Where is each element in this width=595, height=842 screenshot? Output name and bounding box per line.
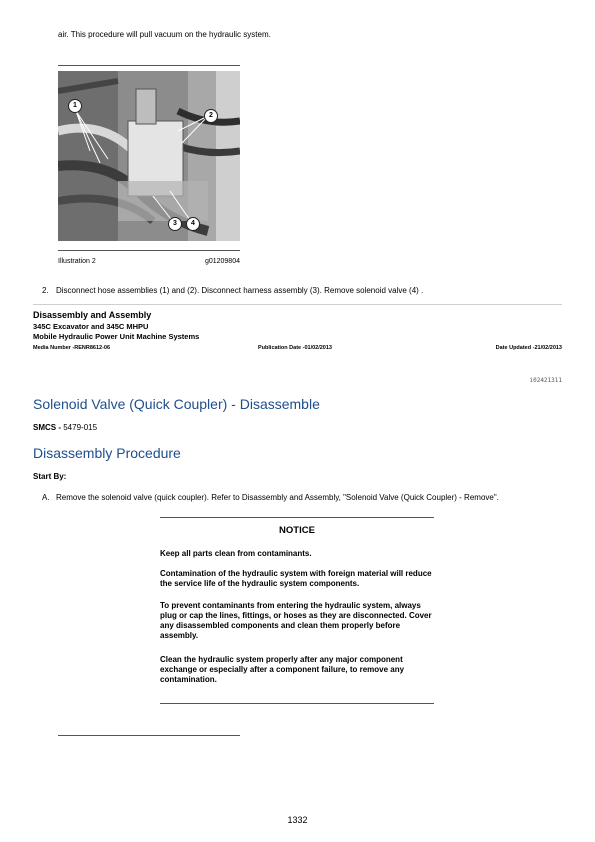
notice-top-rule	[160, 517, 434, 518]
callout-3: 3	[168, 217, 182, 231]
smcs-code: 5479-015	[63, 423, 98, 432]
document-id: i02421311	[529, 377, 562, 384]
model-line: 345C Excavator and 345C MHPU	[33, 322, 149, 331]
figure-top-rule	[58, 65, 240, 66]
notice-bottom-rule	[160, 703, 434, 704]
illustration-caption: Illustration 2	[58, 258, 96, 265]
page-number: 1332	[287, 815, 308, 825]
notice-paragraph-1: Keep all parts clean from contaminants.	[160, 549, 312, 558]
smcs-line	[33, 423, 97, 432]
notice-paragraph-2: Contamination of the hydraulic system with foreign material will reduce the service life of the hydraulic system components.	[160, 569, 432, 588]
notice-title: NOTICE	[279, 525, 315, 536]
callout-2: 2	[204, 109, 218, 123]
illustration-graphic-id: g01209804	[204, 258, 240, 265]
date-updated: Date Updated -21/02/2013	[495, 345, 562, 351]
notice-paragraph-3: To prevent contaminants from entering the hydraulic system, always plug or cap the lines, fittings, or hoses as they are disconnected. Cover any disassembled components and clean them properly before assembly.	[160, 601, 432, 640]
illustration-image	[58, 71, 240, 241]
publication-date: Publication Date -01/02/2013	[258, 345, 332, 351]
procedure-heading: Disassembly Procedure	[33, 445, 181, 461]
section-title: Disassembly and Assembly	[33, 310, 152, 320]
media-number: Media Number -RENR8612-06	[33, 345, 111, 351]
step-2-text: Disconnect hose assemblies (1) and (2). Disconnect harness assembly (3). Remove solenoid valve (4) .	[56, 286, 424, 295]
notice-paragraph-4: Clean the hydraulic system properly after any major component exchange or especially after a component failure, to remove any contamination.	[160, 655, 405, 684]
bottom-figure-rule	[58, 735, 240, 736]
start-by-step-text: Remove the solenoid valve (quick coupler). Refer to Disassembly and Assembly, "Solenoid Valve (Quick Coupler) - Remove".	[56, 493, 499, 502]
figure-bottom-rule	[58, 250, 240, 251]
system-line: Mobile Hydraulic Power Unit Machine Systems	[33, 332, 200, 341]
start-by-label: Start By:	[33, 472, 67, 481]
step-2-number: 2.	[42, 286, 49, 295]
intro-text: air. This procedure will pull vacuum on the hydraulic system.	[58, 30, 271, 39]
page-title: Solenoid Valve (Quick Coupler) - Disassemble	[33, 396, 320, 412]
section-divider	[33, 304, 562, 305]
start-by-step-letter: A.	[42, 493, 50, 502]
callout-4: 4	[186, 217, 200, 231]
callout-1: 1	[68, 99, 82, 113]
hydraulic-valve-photo	[58, 71, 240, 241]
smcs-label: SMCS -	[33, 423, 61, 432]
